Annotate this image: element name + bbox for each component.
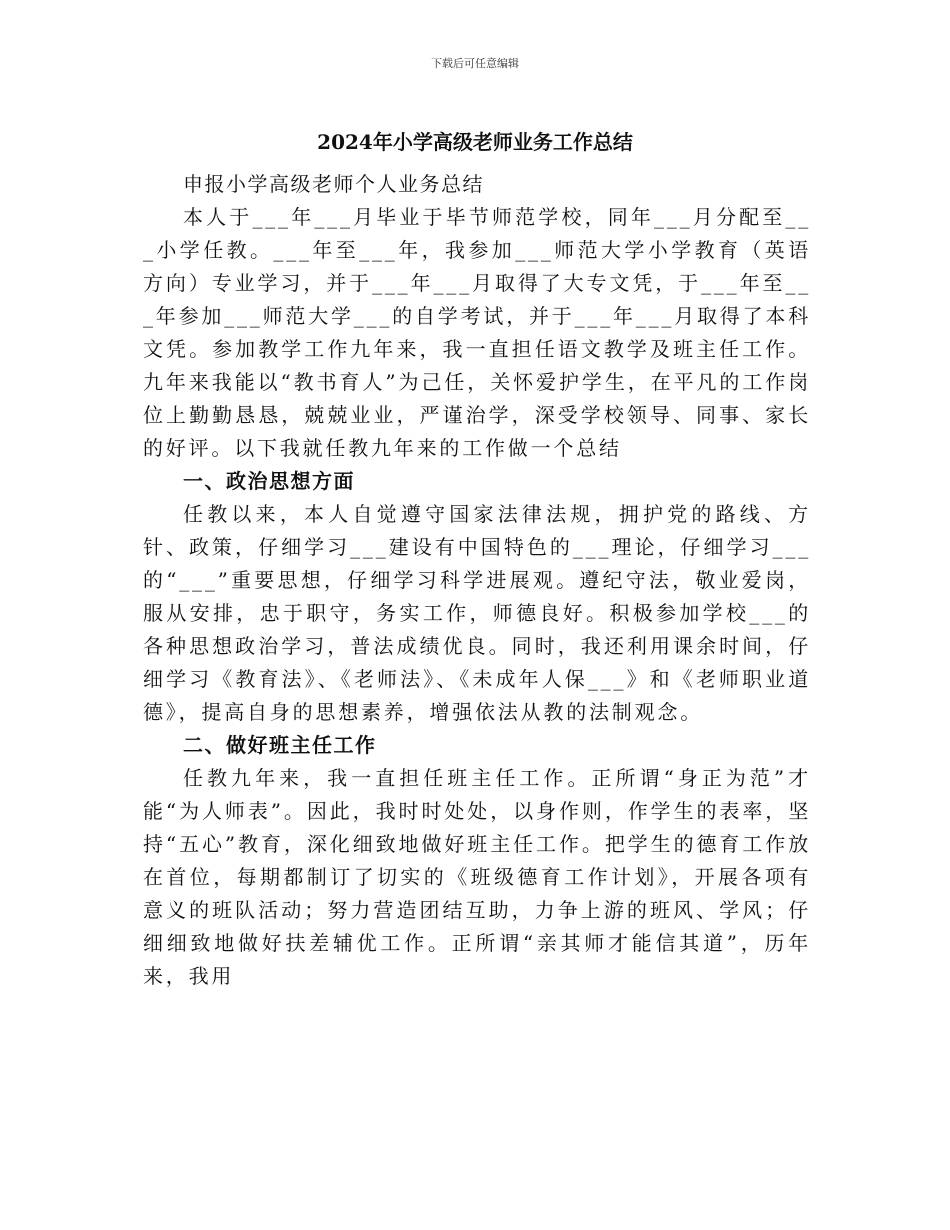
politics-paragraph: 任教以来，本人自觉遵守国家法律法规，拥护党的路线、方针、政策，仔细学习___建设有中国特色的___理论，仔细学习___的“___”重要思想，仔细学习科学进展观。遵纪守法，敬业爱岗，服从安排，忠于职守，务实工作，师德良好。积极参加学校___的各种思想政治学习，普法成绩优良。同时，我还利用课余时间，仔细学习《教育法》、《老师法》、《未成年人保___》和《老师职业道德》，提高自身的思想素养，增强依法从教的法制观念。 (143, 502, 811, 724)
section-heading-politics: 一、政治思想方面 (183, 469, 355, 493)
intro-paragraph: 本人于___年___月毕业于毕节师范学校，同年___月分配至___小学任教。___年至___年，我参加___师范大学小学教育（英语方向）专业学习，并于___年___月取得了大专文凭，于___年至___年参加___师范大学___的自学考试，并于___年___月取得了本科文凭。参加教学工作九年来，我一直担任语文教学及班主任工作。九年来我能以“教书育人”为己任，关怀爱护学生，在平凡的工作岗位上勤勤恳恳，兢兢业业，严谨治学，深受学校领导、同事、家长的好评。以下我就任教九年来的工作做一个总结 (143, 205, 811, 460)
class-teacher-paragraph: 任教九年来，我一直担任班主任工作。正所谓“身正为范”才能“为人师表”。因此，我时时处处，以身作则，作学生的表率，坚持“五心”教育，深化细致地做好班主任工作。把学生的德育工作放在首位，每期都制订了切实的《班级德育工作计划》，开展各项有意义的班队活动；努力营造团结互助，力争上游的班风、学风；仔细细致地做好扶差辅优工作。正所谓“亲其师才能信其道”，历年来，我用 (143, 766, 811, 988)
header-note: 下载后可任意编辑 (431, 57, 519, 70)
document-title: 2024年小学高级老师业务工作总结 (317, 130, 633, 154)
document-body (143, 168, 811, 993)
section-heading-class-teacher: 二、做好班主任工作 (183, 733, 377, 757)
subtitle-paragraph: 申报小学高级老师个人业务总结 (183, 172, 484, 196)
